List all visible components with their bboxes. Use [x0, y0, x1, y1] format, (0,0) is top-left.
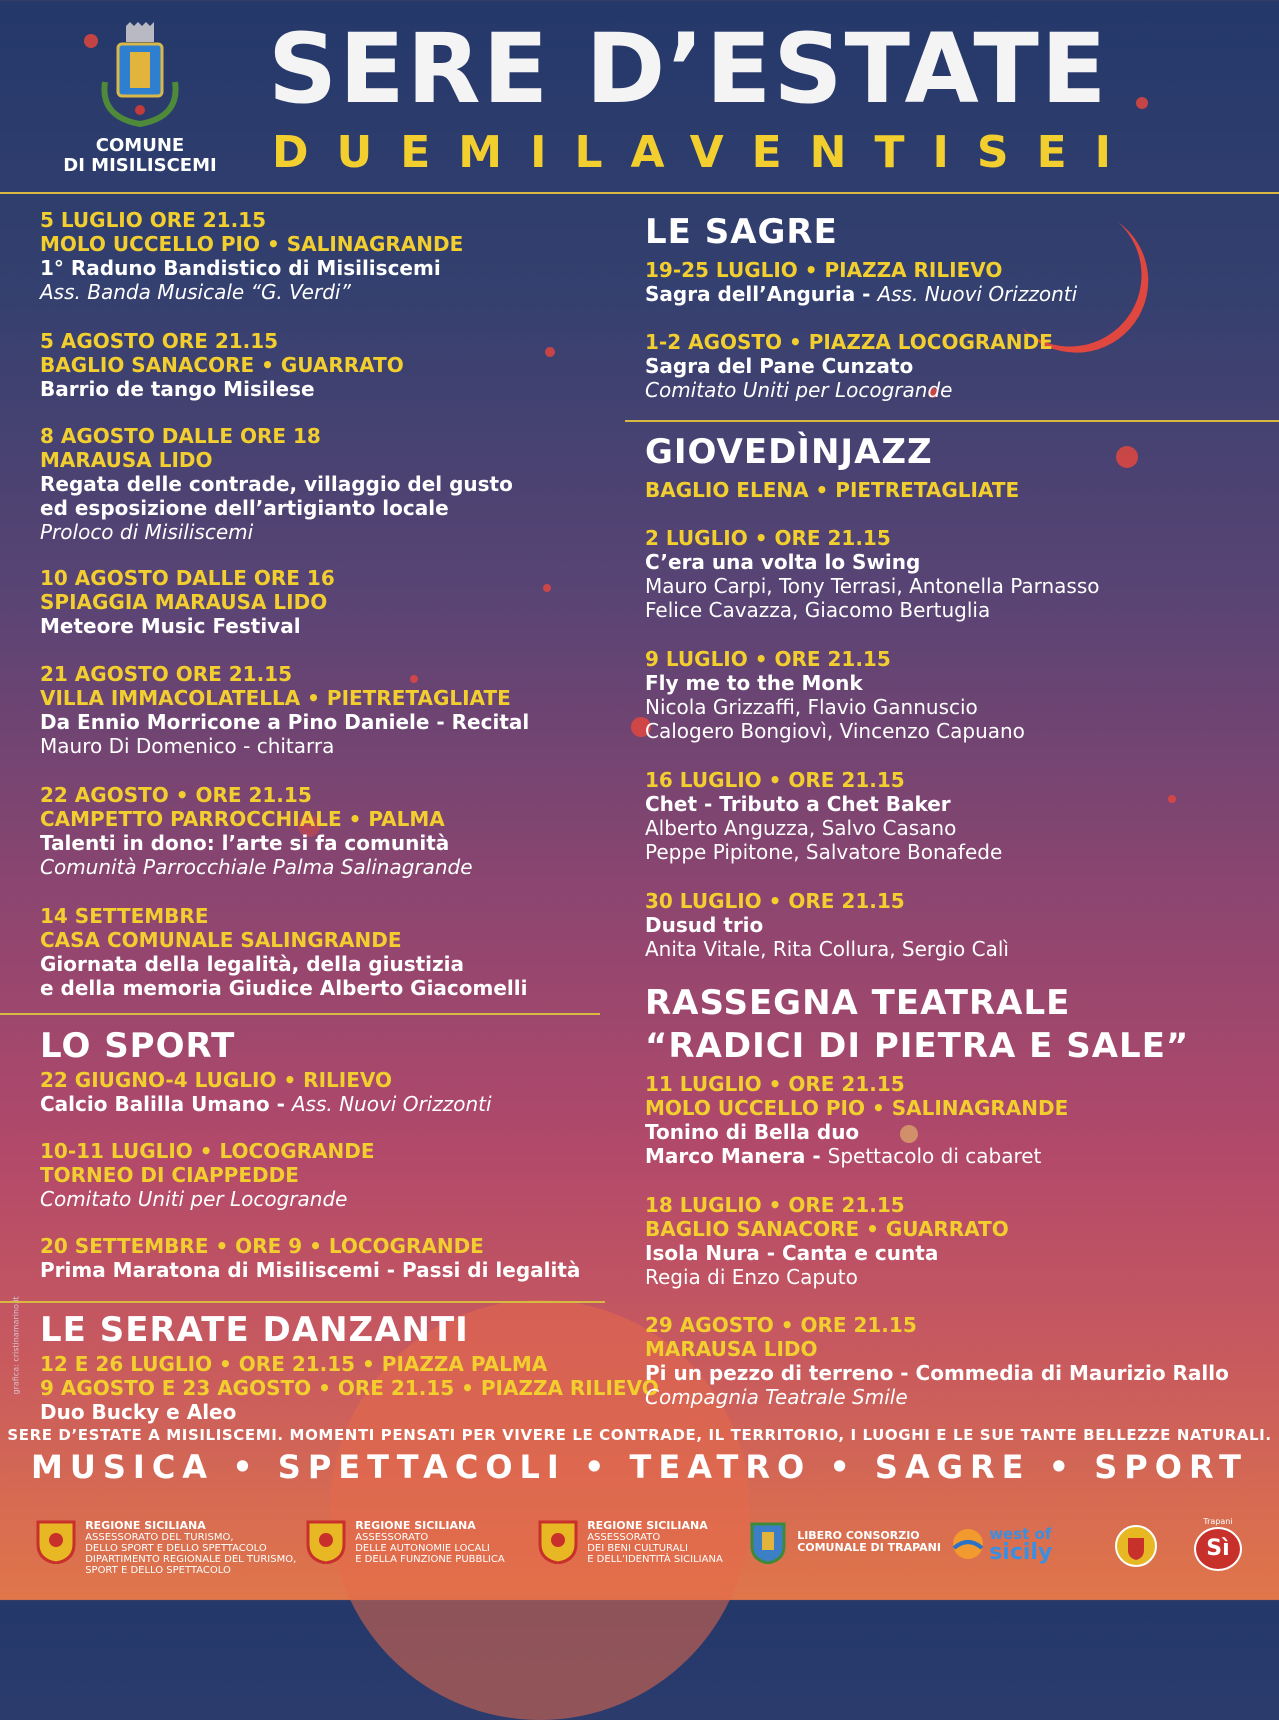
- event-title: Pi un pezzo di terreno - Commedia di Maurizio Rallo: [645, 1361, 1229, 1385]
- event-date: 5 AGOSTO ORE 21.15: [40, 329, 279, 353]
- logo-line: DIPARTIMENTO REGIONALE DEL TURISMO,: [85, 1554, 297, 1565]
- event-item: [645, 526, 1100, 622]
- event-title: Calcio Balilla Umano: [40, 1092, 270, 1116]
- event-date: 20 SETTEMBRE • ORE 9 • LOCOGRANDE: [40, 1234, 484, 1258]
- event-item: [645, 330, 1053, 402]
- event-performers-2: Peppe Pipitone, Salvatore Bonafede: [645, 840, 1003, 864]
- event-title-line: [40, 1092, 492, 1116]
- event-venue: BAGLIO ELENA • PIETRETAGLIATE: [645, 478, 1020, 502]
- logo-line: E DELL’IDENTITÀ SICILIANA: [587, 1554, 723, 1565]
- event-item: [645, 1193, 1009, 1289]
- right-divider-1: [625, 420, 1279, 422]
- event-venue: MARAUSA LIDO: [40, 448, 213, 472]
- event-title: Isola Nura - Canta e cunta: [645, 1241, 939, 1265]
- performer: Marco Manera: [645, 1144, 806, 1168]
- event-venue: CAMPETTO PARROCCHIALE • PALMA: [40, 807, 445, 831]
- event-title: Duo Bucky e Aleo: [40, 1400, 237, 1424]
- event-date: 18 LUGLIO • ORE 21.15: [645, 1193, 905, 1217]
- event-date: 9 LUGLIO • ORE 21.15: [645, 647, 891, 671]
- logo-west-of-sicily: [950, 1526, 1052, 1565]
- logo-title: Trapani: [1203, 1517, 1233, 1526]
- event-item: [645, 1072, 1068, 1168]
- event-title: Fly me to the Monk: [645, 671, 863, 695]
- event-performers-2: Calogero Bongiovì, Vincenzo Capuano: [645, 719, 1025, 743]
- comune-line-1: COMUNE: [95, 135, 185, 156]
- logo-line: ASSESSORATO: [355, 1532, 429, 1543]
- logo-regione-autonomie: [306, 1520, 505, 1565]
- event-venue: MOLO UCCELLO PIO • SALINAGRANDE: [645, 1096, 1069, 1120]
- event-item: [40, 1139, 375, 1211]
- event-venue: VILLA IMMACOLATELLA • PIETRETAGLIATE: [40, 686, 511, 710]
- event-title: Barrio de tango Misilese: [40, 377, 315, 401]
- jazz-venue: [645, 478, 1019, 502]
- event-date: 14 SETTEMBRE: [40, 904, 209, 928]
- decor-dot: [1168, 795, 1176, 803]
- event-date: 19-25 LUGLIO • PIAZZA RILIEVO: [645, 258, 1003, 282]
- page-subtitle: DUEMILAVENTISEI: [272, 127, 1140, 178]
- event-item: [40, 1068, 492, 1116]
- event-performers-2: Felice Cavazza, Giacomo Bertuglia: [645, 598, 991, 622]
- event-title-line-2: ed esposizione dell’artigianto locale: [40, 496, 449, 520]
- event-date: 30 LUGLIO • ORE 21.15: [645, 889, 905, 913]
- event-title: Giornata della legalità, della giustizia: [40, 952, 465, 976]
- logo-line: ASSESSORATO: [587, 1532, 661, 1543]
- event-title: Tonino di Bella duo: [645, 1120, 860, 1144]
- event-title-line-2: e della memoria Giudice Alberto Giacomelli: [40, 976, 528, 1000]
- event-title: 1° Raduno Bandistico di Misiliscemi: [40, 256, 441, 280]
- event-title: Talenti in dono: l’arte si fa comunità: [40, 831, 450, 855]
- sicily-shield-icon: [538, 1520, 578, 1564]
- event-organizer: Comunità Parrocchiale Palma Salinagrande: [40, 855, 473, 879]
- event-organizer: Proloco di Misiliscemi: [40, 520, 254, 544]
- left-divider-1: [0, 1013, 600, 1015]
- event-director: Regia di Enzo Caputo: [645, 1265, 858, 1289]
- event-title: C’era una volta lo Swing: [645, 550, 921, 574]
- event-organizer: Ass. Nuovi Orizzonti: [877, 282, 1078, 306]
- event-item: [40, 1352, 659, 1424]
- logo-title: west of: [989, 1525, 1052, 1543]
- logo-line: DELLO SPORT E DELLO SPETTACOLO: [85, 1543, 267, 1554]
- dash: -: [269, 1092, 292, 1116]
- logo-trapani-si: [1194, 1516, 1242, 1571]
- event-organizer: Comitato Uniti per Locogrande: [645, 378, 953, 402]
- logo-mark: Sì: [1194, 1527, 1242, 1571]
- logo-line: sicily: [989, 1540, 1053, 1565]
- logo-libero-consorzio: [748, 1520, 941, 1564]
- decor-dot: [545, 347, 555, 357]
- event-item: [40, 329, 404, 401]
- event-date: 21 AGOSTO ORE 21.15: [40, 662, 292, 686]
- footer-tagline: SERE D’ESTATE A MISILISCEMI. MOMENTI PENSATI PER VIVERE LE CONTRADE, IL TERRITORIO, I LUOGHI E LE SUE TANTE BELLEZZE NATURALI.: [7, 1426, 1272, 1444]
- event-date: 22 AGOSTO • ORE 21.15: [40, 783, 312, 807]
- event-item: [40, 566, 335, 638]
- event-date: 1-2 AGOSTO • PIAZZA LOCOGRANDE: [645, 330, 1053, 354]
- event-description: Spettacolo di cabaret: [827, 1144, 1042, 1168]
- event-date: 12 E 26 LUGLIO • ORE 21.15 • PIAZZA PALMA: [40, 1352, 548, 1376]
- logo-line: ASSESSORATO DEL TURISMO,: [85, 1532, 234, 1543]
- event-performers: Mauro Carpi, Tony Terrasi, Antonella Parnasso: [645, 574, 1100, 598]
- event-title-line: [645, 282, 1077, 306]
- sun-swirl-icon: [950, 1526, 986, 1562]
- event-organizer: Ass. Banda Musicale “G. Verdi”: [40, 280, 351, 304]
- trapani-crest-icon: [748, 1520, 788, 1564]
- event-item: [645, 1313, 1229, 1409]
- section-heading-sagre: LE SAGRE: [645, 212, 838, 252]
- event-item: [40, 208, 463, 304]
- event-organizer: Comitato Uniti per Locogrande: [40, 1187, 348, 1211]
- logo-line: DELLE AUTONOMIE LOCALI: [355, 1543, 490, 1554]
- event-item: [40, 662, 529, 758]
- logo-title: LIBERO CONSORZIO: [797, 1529, 920, 1542]
- emblem-icon: [1114, 1524, 1158, 1568]
- event-item: [645, 889, 1009, 961]
- event-title: Sagra del Pane Cunzato: [645, 354, 914, 378]
- event-date: 16 LUGLIO • ORE 21.15: [645, 768, 905, 792]
- logo-title: REGIONE SICILIANA: [587, 1519, 708, 1532]
- event-venue: MARAUSA LIDO: [645, 1337, 818, 1361]
- event-date: 22 GIUGNO-4 LUGLIO • RILIEVO: [40, 1068, 393, 1092]
- event-venue: SPIAGGIA MARAUSA LIDO: [40, 590, 328, 614]
- section-heading-teatro: RASSEGNA TEATRALE: [645, 983, 1071, 1023]
- left-divider-2: [0, 1301, 605, 1303]
- logo-line: DEI BENI CULTURALI: [587, 1543, 688, 1554]
- event-organizer: Ass. Nuovi Orizzonti: [291, 1092, 492, 1116]
- event-organizer: Compagnia Teatrale Smile: [645, 1385, 908, 1409]
- decor-dot: [543, 584, 551, 592]
- event-item: [40, 783, 473, 879]
- event-venue: BAGLIO SANACORE • GUARRATO: [645, 1217, 1009, 1241]
- event-date: 11 LUGLIO • ORE 21.15: [645, 1072, 905, 1096]
- event-title: Dusud trio: [645, 913, 764, 937]
- footer-categories: MUSICA • SPETTACOLI • TEATRO • SAGRE • SPORT: [31, 1448, 1248, 1486]
- event-title: Sagra dell’Anguria: [645, 282, 856, 306]
- logo-title: REGIONE SICILIANA: [85, 1519, 206, 1532]
- section-heading-sport: LO SPORT: [40, 1026, 236, 1066]
- event-title: Da Ennio Morricone a Pino Daniele - Recital: [40, 710, 530, 734]
- event-title-line-2: [645, 1144, 1068, 1168]
- event-venue: BAGLIO SANACORE • GUARRATO: [40, 353, 404, 377]
- event-venue: TORNEO DI CIAPPEDDE: [40, 1163, 299, 1187]
- design-credit: grafica: cristinamarino.it: [11, 1296, 21, 1395]
- logo-line: COMUNALE DI TRAPANI: [797, 1541, 941, 1554]
- logo-title: REGIONE SICILIANA: [355, 1519, 476, 1532]
- event-title: Regata delle contrade, villaggio del gusto: [40, 472, 513, 496]
- logo-line: E DELLA FUNZIONE PUBBLICA: [355, 1554, 505, 1565]
- comune-crest-icon: [90, 22, 190, 127]
- event-date: 29 AGOSTO • ORE 21.15: [645, 1313, 917, 1337]
- event-date: 8 AGOSTO DALLE ORE 18: [40, 424, 321, 448]
- sicily-shield-icon: [36, 1520, 76, 1564]
- decor-dot: [1116, 446, 1138, 468]
- event-date-2: 9 AGOSTO E 23 AGOSTO • ORE 21.15 • PIAZZA RILIEVO: [40, 1376, 659, 1400]
- comune-line-2: DI MISILISCEMI: [63, 155, 217, 176]
- event-item: [40, 424, 513, 544]
- event-item: [40, 904, 527, 1000]
- logo-line: SPORT E DELLO SPETTACOLO: [85, 1565, 231, 1576]
- event-item: [645, 258, 1077, 306]
- dash: -: [855, 282, 878, 306]
- event-date: 2 LUGLIO • ORE 21.15: [645, 526, 891, 550]
- event-performer: Mauro Di Domenico - chitarra: [40, 734, 335, 758]
- header-divider: [0, 192, 1279, 194]
- dash: -: [805, 1144, 828, 1168]
- sicily-shield-icon: [306, 1520, 346, 1564]
- event-title: Prima Maratona di Misiliscemi - Passi di legalità: [40, 1258, 581, 1282]
- comune-name: [55, 136, 225, 176]
- event-item: [645, 768, 1002, 864]
- event-date: 10 AGOSTO DALLE ORE 16: [40, 566, 335, 590]
- event-date: 10-11 LUGLIO • LOCOGRANDE: [40, 1139, 375, 1163]
- event-venue: CASA COMUNALE SALINGRANDE: [40, 928, 402, 952]
- section-heading-teatro-2: “RADICI DI PIETRA E SALE”: [645, 1026, 1190, 1066]
- page-title: SERE D’ESTATE: [268, 13, 1109, 125]
- logo-regione-turismo: [36, 1520, 296, 1576]
- event-performers: Alberto Anguzza, Salvo Casano: [645, 816, 957, 840]
- event-venue: MOLO UCCELLO PIO • SALINAGRANDE: [40, 232, 464, 256]
- event-item: [40, 1234, 580, 1282]
- event-item: [645, 647, 1025, 743]
- logo-badge: [1114, 1524, 1158, 1571]
- section-heading-jazz: GIOVEDÌNJAZZ: [645, 432, 933, 472]
- event-date: 5 LUGLIO ORE 21.15: [40, 208, 267, 232]
- event-performers: Anita Vitale, Rita Collura, Sergio Calì: [645, 937, 1009, 961]
- event-performers: Nicola Grizzaffi, Flavio Gannuscio: [645, 695, 978, 719]
- logo-regione-beni-culturali: [538, 1520, 723, 1565]
- event-title: Chet - Tributo a Chet Baker: [645, 792, 951, 816]
- event-title: Meteore Music Festival: [40, 614, 301, 638]
- section-heading-danzanti: LE SERATE DANZANTI: [40, 1310, 469, 1350]
